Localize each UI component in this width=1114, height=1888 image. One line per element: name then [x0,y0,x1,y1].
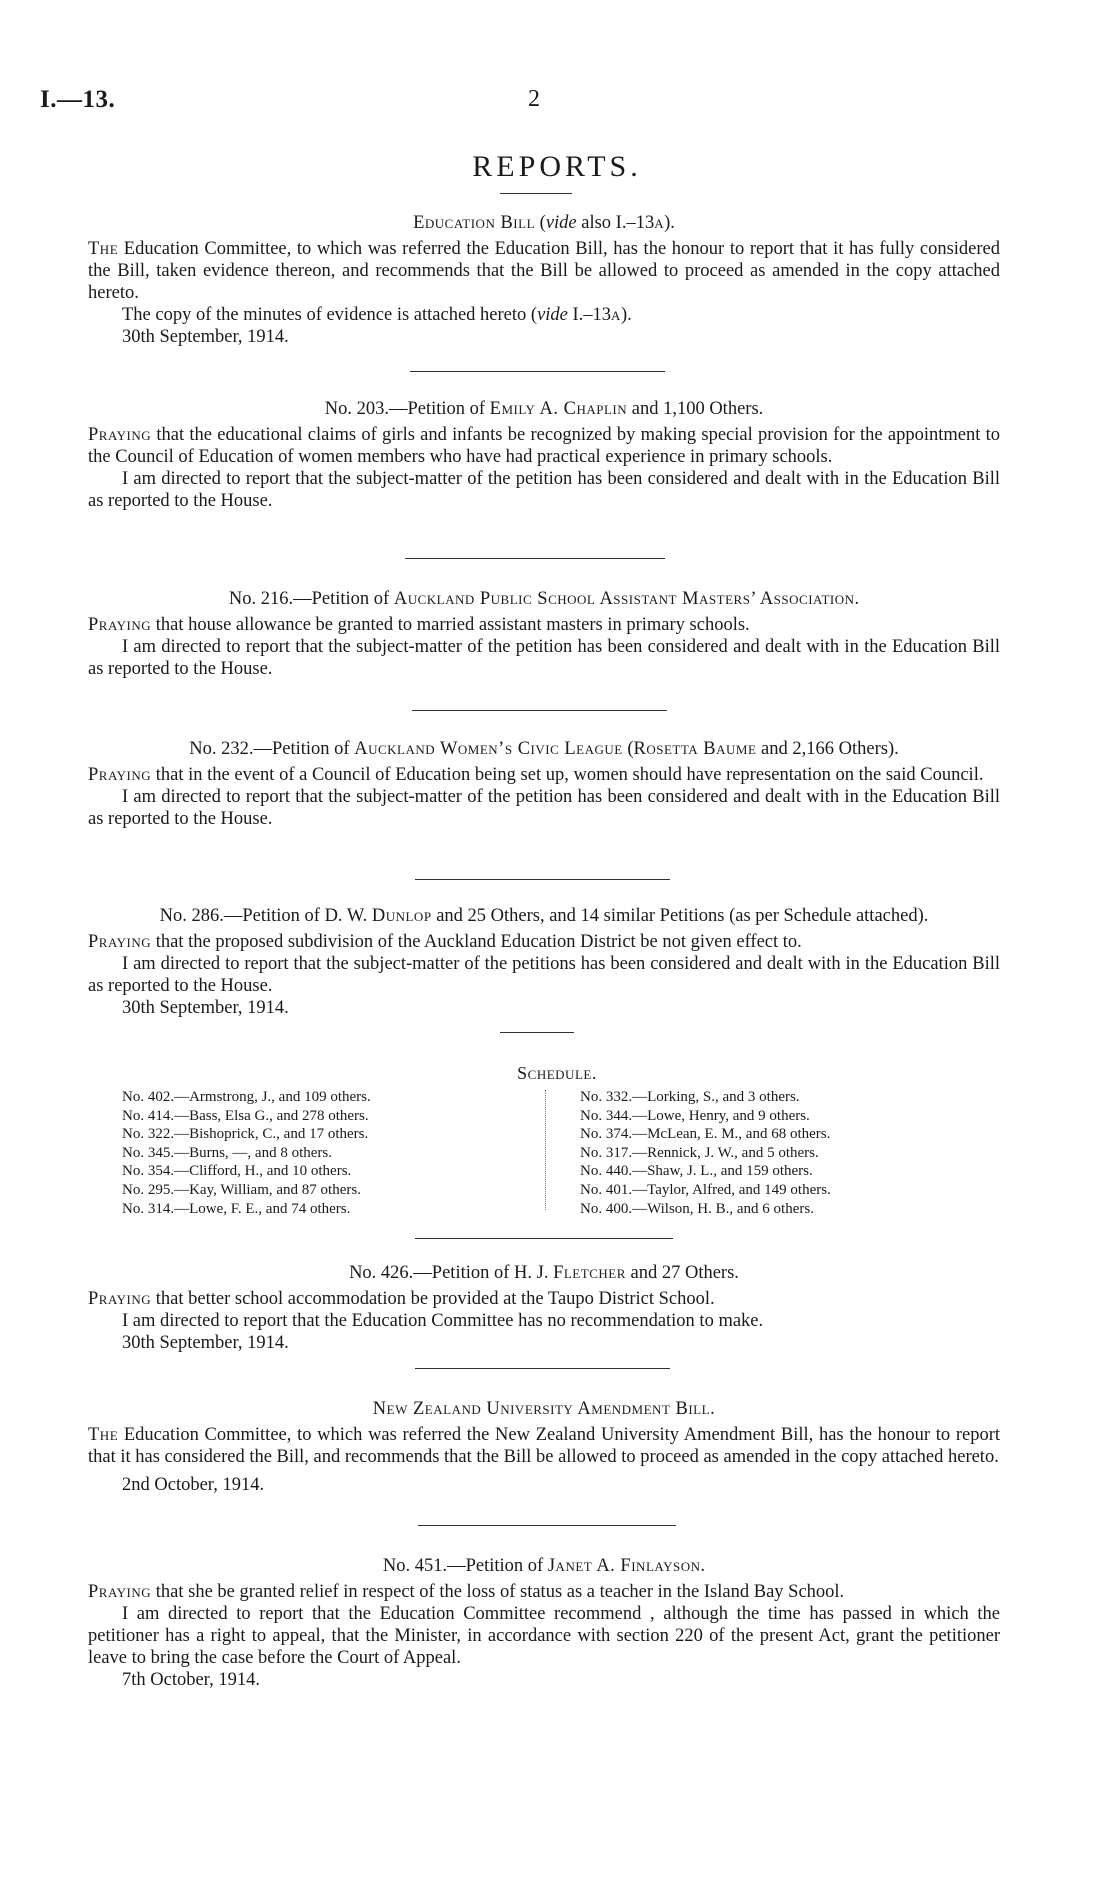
schedule-entry: No. 414.—Bass, Elsa G., and 278 others. [122,1107,369,1124]
report-paragraph: The Education Committee, to which was referred the New Zealand University Amendment Bill, has the honour to report that it has considered the Bill, and recommends that the Bill be allowed to proceed as amended in the copy attached hereto. [88,1425,1000,1467]
section-divider [410,371,665,372]
section-divider [415,1238,673,1239]
evidence-note: The copy of the minutes of evidence is attached hereto (vide I.–13a). [122,305,632,325]
section-petition-426 [88,1262,1000,1354]
schedule-right-column [580,1088,831,1218]
section-divider [412,710,667,711]
report-paragraph: The Education Committee, to which was referred the Education Bill, has the honour to report that it has fully considered the Bill, taken evidence thereon, and recommends that the Bill be allowed to proceed as amended in the copy attached hereto. [88,239,1000,303]
page-number: 2 [528,86,540,112]
page-title: REPORTS. [472,150,642,183]
schedule-entry: No. 344.—Lowe, Henry, and 9 others. [580,1107,810,1124]
section-petition-286 [88,905,1000,1019]
section-petition-203 [88,398,1000,512]
schedule-entry: No. 402.—Armstrong, J., and 109 others. [122,1089,371,1105]
schedule-entry: No. 314.—Lowe, F. E., and 74 others. [122,1200,351,1217]
schedule-entry: No. 354.—Clifford, H., and 10 others. [122,1163,352,1180]
report-paragraph: I am directed to report that the Education Committee recommend , although the time has passed in which the petitioner has a right to appeal, that the Minister, in accordance with section 220 of the present Act, grant the petitioner leave to bring the case before the Court of Appeal. [88,1604,1000,1668]
section-heading: No. 451.—Petition of Janet A. Finlayson. [382,1556,706,1576]
parliamentary-paper-ref: I.—13. [40,86,116,113]
section-divider [415,879,670,880]
schedule-entry: No. 401.—Taylor, Alfred, and 149 others. [580,1181,831,1198]
report-date: 7th October, 1914. [122,1670,260,1690]
section-education-bill [88,212,1000,348]
report-paragraph: I am directed to report that the subject-matter of the petition has been considered and dealt with in the Education Bill as reported to the House. [88,637,1000,679]
section-heading: No. 203.—Petition of Emily A. Chaplin and 1,100 Others. [324,399,764,419]
report-date: 30th September, 1914. [122,327,289,347]
section-heading: No. 426.—Petition of H. J. Fletcher and 27 Others. [349,1263,739,1283]
schedule-entry: No. 322.—Bishoprick, C., and 17 others. [122,1126,369,1143]
schedule-left-column [122,1088,371,1218]
prayer-paragraph: Praying that the educational claims of girls and infants be recognized by making special provision for the appointment to the Council of Education of women members who have had practical experience in primary schools. [88,425,1000,467]
title-rule [500,193,572,194]
section-heading: No. 232.—Petition of Auckland Women’s Civic League (Rosetta Baume and 2,166 Others). [189,739,899,759]
section-divider [415,1368,670,1369]
section-heading: New Zealand University Amendment Bill. [372,1399,716,1419]
section-petition-216 [88,588,1000,680]
section-divider [418,1525,676,1526]
schedule-entry: No. 374.—McLean, E. M., and 68 others. [580,1126,831,1143]
schedule-entry: No. 345.—Burns, —, and 8 others. [122,1144,332,1161]
report-paragraph: I am directed to report that the Education Committee has no recommendation to make. [122,1311,764,1331]
section-heading: No. 286.—Petition of D. W. Dunlop and 25 Others, and 14 similar Petitions (as per Schedule attached). [159,906,929,926]
prayer-paragraph: Praying that in the event of a Council of Education being set up, women should have representation on the said Council. [88,765,984,785]
section-nz-university-bill [88,1398,1000,1496]
prayer-paragraph: Praying that the proposed subdivision of the Auckland Education District be not given effect to. [88,932,802,952]
report-paragraph: I am directed to report that the subject-matter of the petition has been considered and dealt with in the Education Bill as reported to the House. [88,469,1000,511]
prayer-paragraph: Praying that she be granted relief in respect of the loss of status as a teacher in the Island Bay School. [88,1582,845,1602]
prayer-paragraph: Praying that house allowance be granted to married assistant masters in primary schools. [88,615,750,635]
report-date: 2nd October, 1914. [122,1475,265,1495]
schedule-entry: No. 295.—Kay, William, and 87 others. [122,1181,361,1198]
schedule-entry: No. 440.—Shaw, J. L., and 159 others. [580,1163,813,1180]
report-date: 30th September, 1914. [122,998,289,1018]
schedule-entry: No. 332.—Lorking, S., and 3 others. [580,1089,800,1105]
prayer-paragraph: Praying that better school accommodation be provided at the Taupo District School. [88,1289,715,1309]
section-petition-232 [88,738,1000,830]
schedule-column-divider [545,1090,546,1210]
section-heading: No. 216.—Petition of Auckland Public School Assistant Masters’ Association. [228,589,860,609]
section-heading: Education Bill (vide also I.–13a). [413,213,675,233]
schedule-entry: No. 317.—Rennick, J. W., and 5 others. [580,1144,819,1161]
report-paragraph: I am directed to report that the subject-matter of the petition has been considered and dealt with in the Education Bill as reported to the House. [88,787,1000,829]
schedule-title: Schedule. [517,1063,597,1083]
schedule-entry: No. 400.—Wilson, H. B., and 6 others. [580,1200,814,1217]
report-date: 30th September, 1914. [122,1333,289,1353]
section-divider [500,1032,574,1033]
section-divider [405,558,665,559]
report-paragraph: I am directed to report that the subject-matter of the petitions has been considered and dealt with in the Education Bill as reported to the House. [88,954,1000,996]
section-petition-451 [88,1555,1000,1691]
